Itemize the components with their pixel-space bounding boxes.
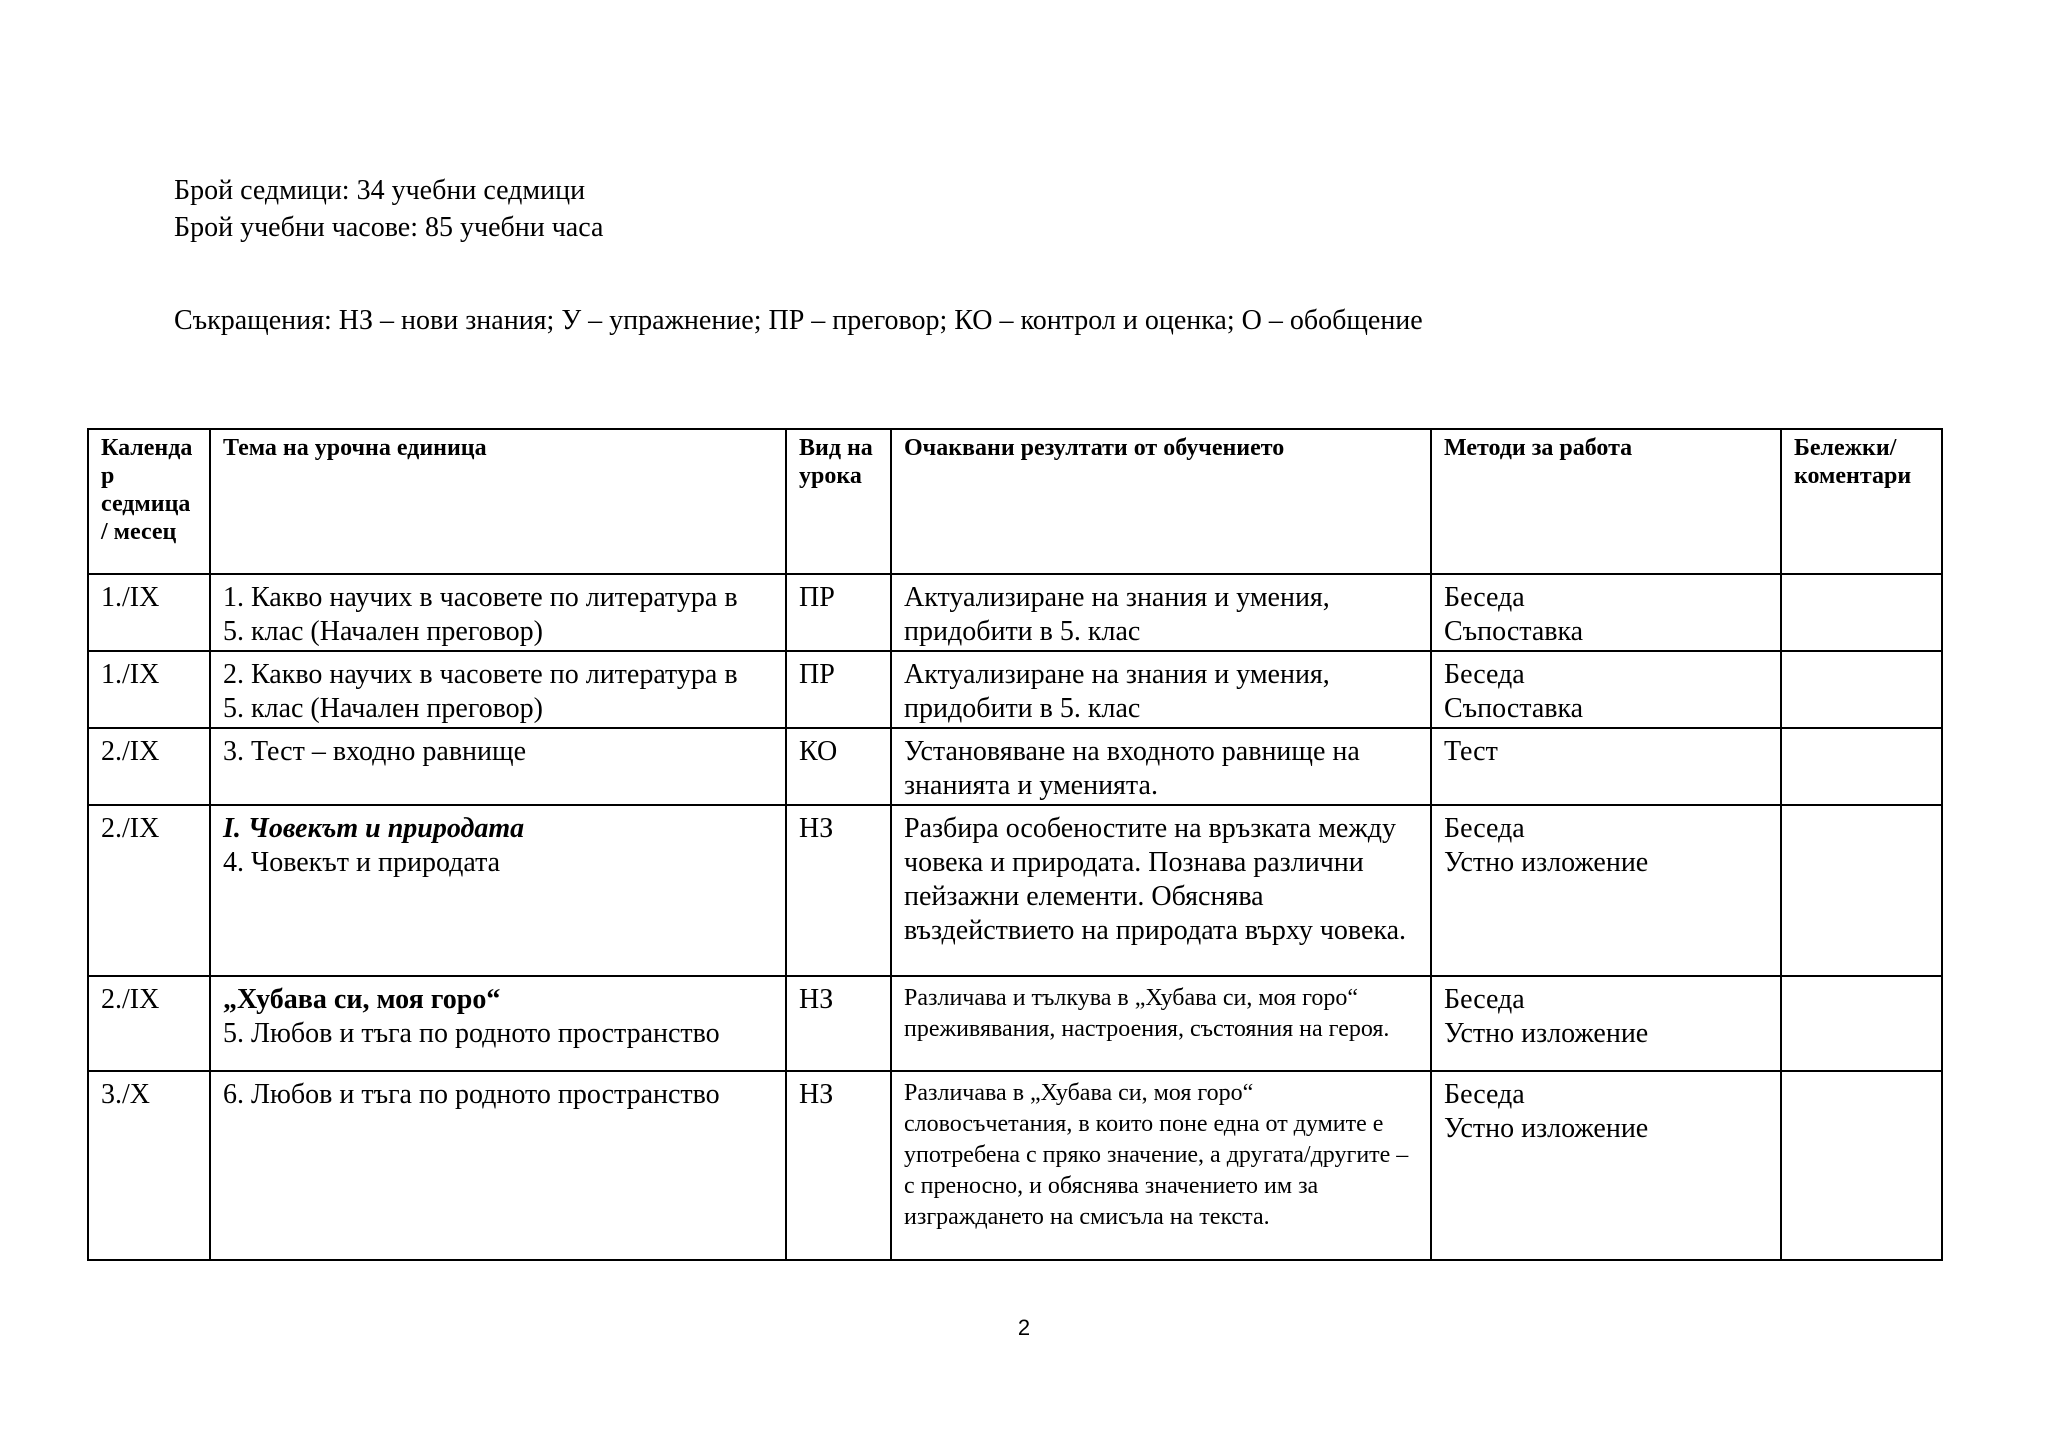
method: Беседа — [1444, 984, 1525, 1015]
method: Устно изложение — [1444, 1018, 1649, 1049]
cell-results: Актуализиране на знания и умения, придобити в 5. клас — [891, 574, 1431, 651]
cell-methods — [1431, 976, 1781, 1071]
method: Устно изложение — [1444, 847, 1649, 878]
cell-topic — [210, 574, 786, 651]
topic-line: 5. Любов и тъга по родното пространство — [223, 1018, 720, 1049]
cell-notes — [1781, 728, 1942, 805]
header-results: Очаквани резултати от обучението — [891, 429, 1431, 574]
topic-line: 1. Какво научих в часовете по литература в — [223, 582, 738, 613]
cell-week: 3./X — [88, 1071, 210, 1260]
topic-line: 5. клас (Начален преговор) — [223, 693, 543, 724]
cell-results: Разбира особеностите на връзката между човека и природата. Познава различни пейзажни елементи. Обяснява въздействието на природата върху човека. — [891, 805, 1431, 976]
table-row — [88, 651, 1942, 728]
header-type: Вид на урока — [786, 429, 891, 574]
table-header-row — [88, 429, 1942, 574]
cell-topic — [210, 728, 786, 805]
table-row — [88, 976, 1942, 1071]
table-row — [88, 574, 1942, 651]
cell-week: 1./IX — [88, 651, 210, 728]
cell-methods — [1431, 1071, 1781, 1260]
topic-line: 5. клас (Начален преговор) — [223, 616, 543, 647]
cell-type: НЗ — [786, 976, 891, 1071]
cell-notes — [1781, 574, 1942, 651]
cell-results: Актуализиране на знания и умения, придобити в 5. клас — [891, 651, 1431, 728]
cell-topic — [210, 651, 786, 728]
cell-type: ПР — [786, 651, 891, 728]
method: Беседа — [1444, 813, 1525, 844]
lesson-plan-table — [87, 428, 1943, 1261]
topic-line: 2. Какво научих в часовете по литература в — [223, 659, 738, 690]
table-row — [88, 805, 1942, 976]
method: Тест — [1444, 736, 1498, 767]
hours-count: Брой учебни часове: 85 учебни часа — [174, 212, 604, 243]
method: Беседа — [1444, 659, 1525, 690]
cell-results: Установяване на входното равнище на знанията и уменията. — [891, 728, 1431, 805]
cell-methods — [1431, 805, 1781, 976]
method: Съпоставка — [1444, 693, 1584, 724]
cell-notes — [1781, 805, 1942, 976]
header-methods: Методи за работа — [1431, 429, 1781, 574]
cell-notes — [1781, 651, 1942, 728]
cell-notes — [1781, 976, 1942, 1071]
page-number: 2 — [1017, 1315, 1031, 1340]
cell-results: Различава в „Хубава си, моя горо“ словосъчетания, в които поне една от думите е употребена с пряко значение, а другата/другите – с преносно, и обяснява значението им за изграждането на смисъла на текста. — [891, 1071, 1431, 1260]
cell-topic — [210, 976, 786, 1071]
topic-line: 4. Човекът и природата — [223, 847, 501, 878]
work-title: „Хубава си, моя горо“ — [223, 984, 501, 1015]
cell-methods — [1431, 728, 1781, 805]
topic-line: 3. Тест – входно равнище — [223, 736, 527, 767]
method: Беседа — [1444, 1079, 1525, 1110]
cell-type: КО — [786, 728, 891, 805]
cell-week: 2./IX — [88, 728, 210, 805]
cell-methods — [1431, 651, 1781, 728]
header-week: Календа р седмица / месец — [88, 429, 210, 574]
cell-week: 2./IX — [88, 976, 210, 1071]
cell-topic — [210, 805, 786, 976]
cell-type: ПР — [786, 574, 891, 651]
table-row — [88, 1071, 1942, 1260]
table-row — [88, 728, 1942, 805]
method: Съпоставка — [1444, 616, 1584, 647]
weeks-count: Брой седмици: 34 учебни седмици — [174, 175, 586, 206]
method: Беседа — [1444, 582, 1525, 613]
cell-methods — [1431, 574, 1781, 651]
section-title: I. Човекът и природата — [223, 813, 525, 844]
abbreviations: Съкращения: НЗ – нови знания; У – упражнение; ПР – преговор; КО – контрол и оценка; О – обобщение — [174, 305, 1423, 336]
cell-notes — [1781, 1071, 1942, 1260]
topic-line: 6. Любов и тъга по родното пространство — [223, 1079, 720, 1110]
cell-week: 2./IX — [88, 805, 210, 976]
cell-topic — [210, 1071, 786, 1260]
method: Устно изложение — [1444, 1113, 1649, 1144]
cell-results: Различава и тълкува в „Хубава си, моя горо“ преживявания, настроения, състояния на героя. — [891, 976, 1431, 1071]
cell-type: НЗ — [786, 805, 891, 976]
cell-week: 1./IX — [88, 574, 210, 651]
header-topic: Тема на урочна единица — [210, 429, 786, 574]
header-notes: Бележки/ коментари — [1781, 429, 1942, 574]
cell-type: НЗ — [786, 1071, 891, 1260]
